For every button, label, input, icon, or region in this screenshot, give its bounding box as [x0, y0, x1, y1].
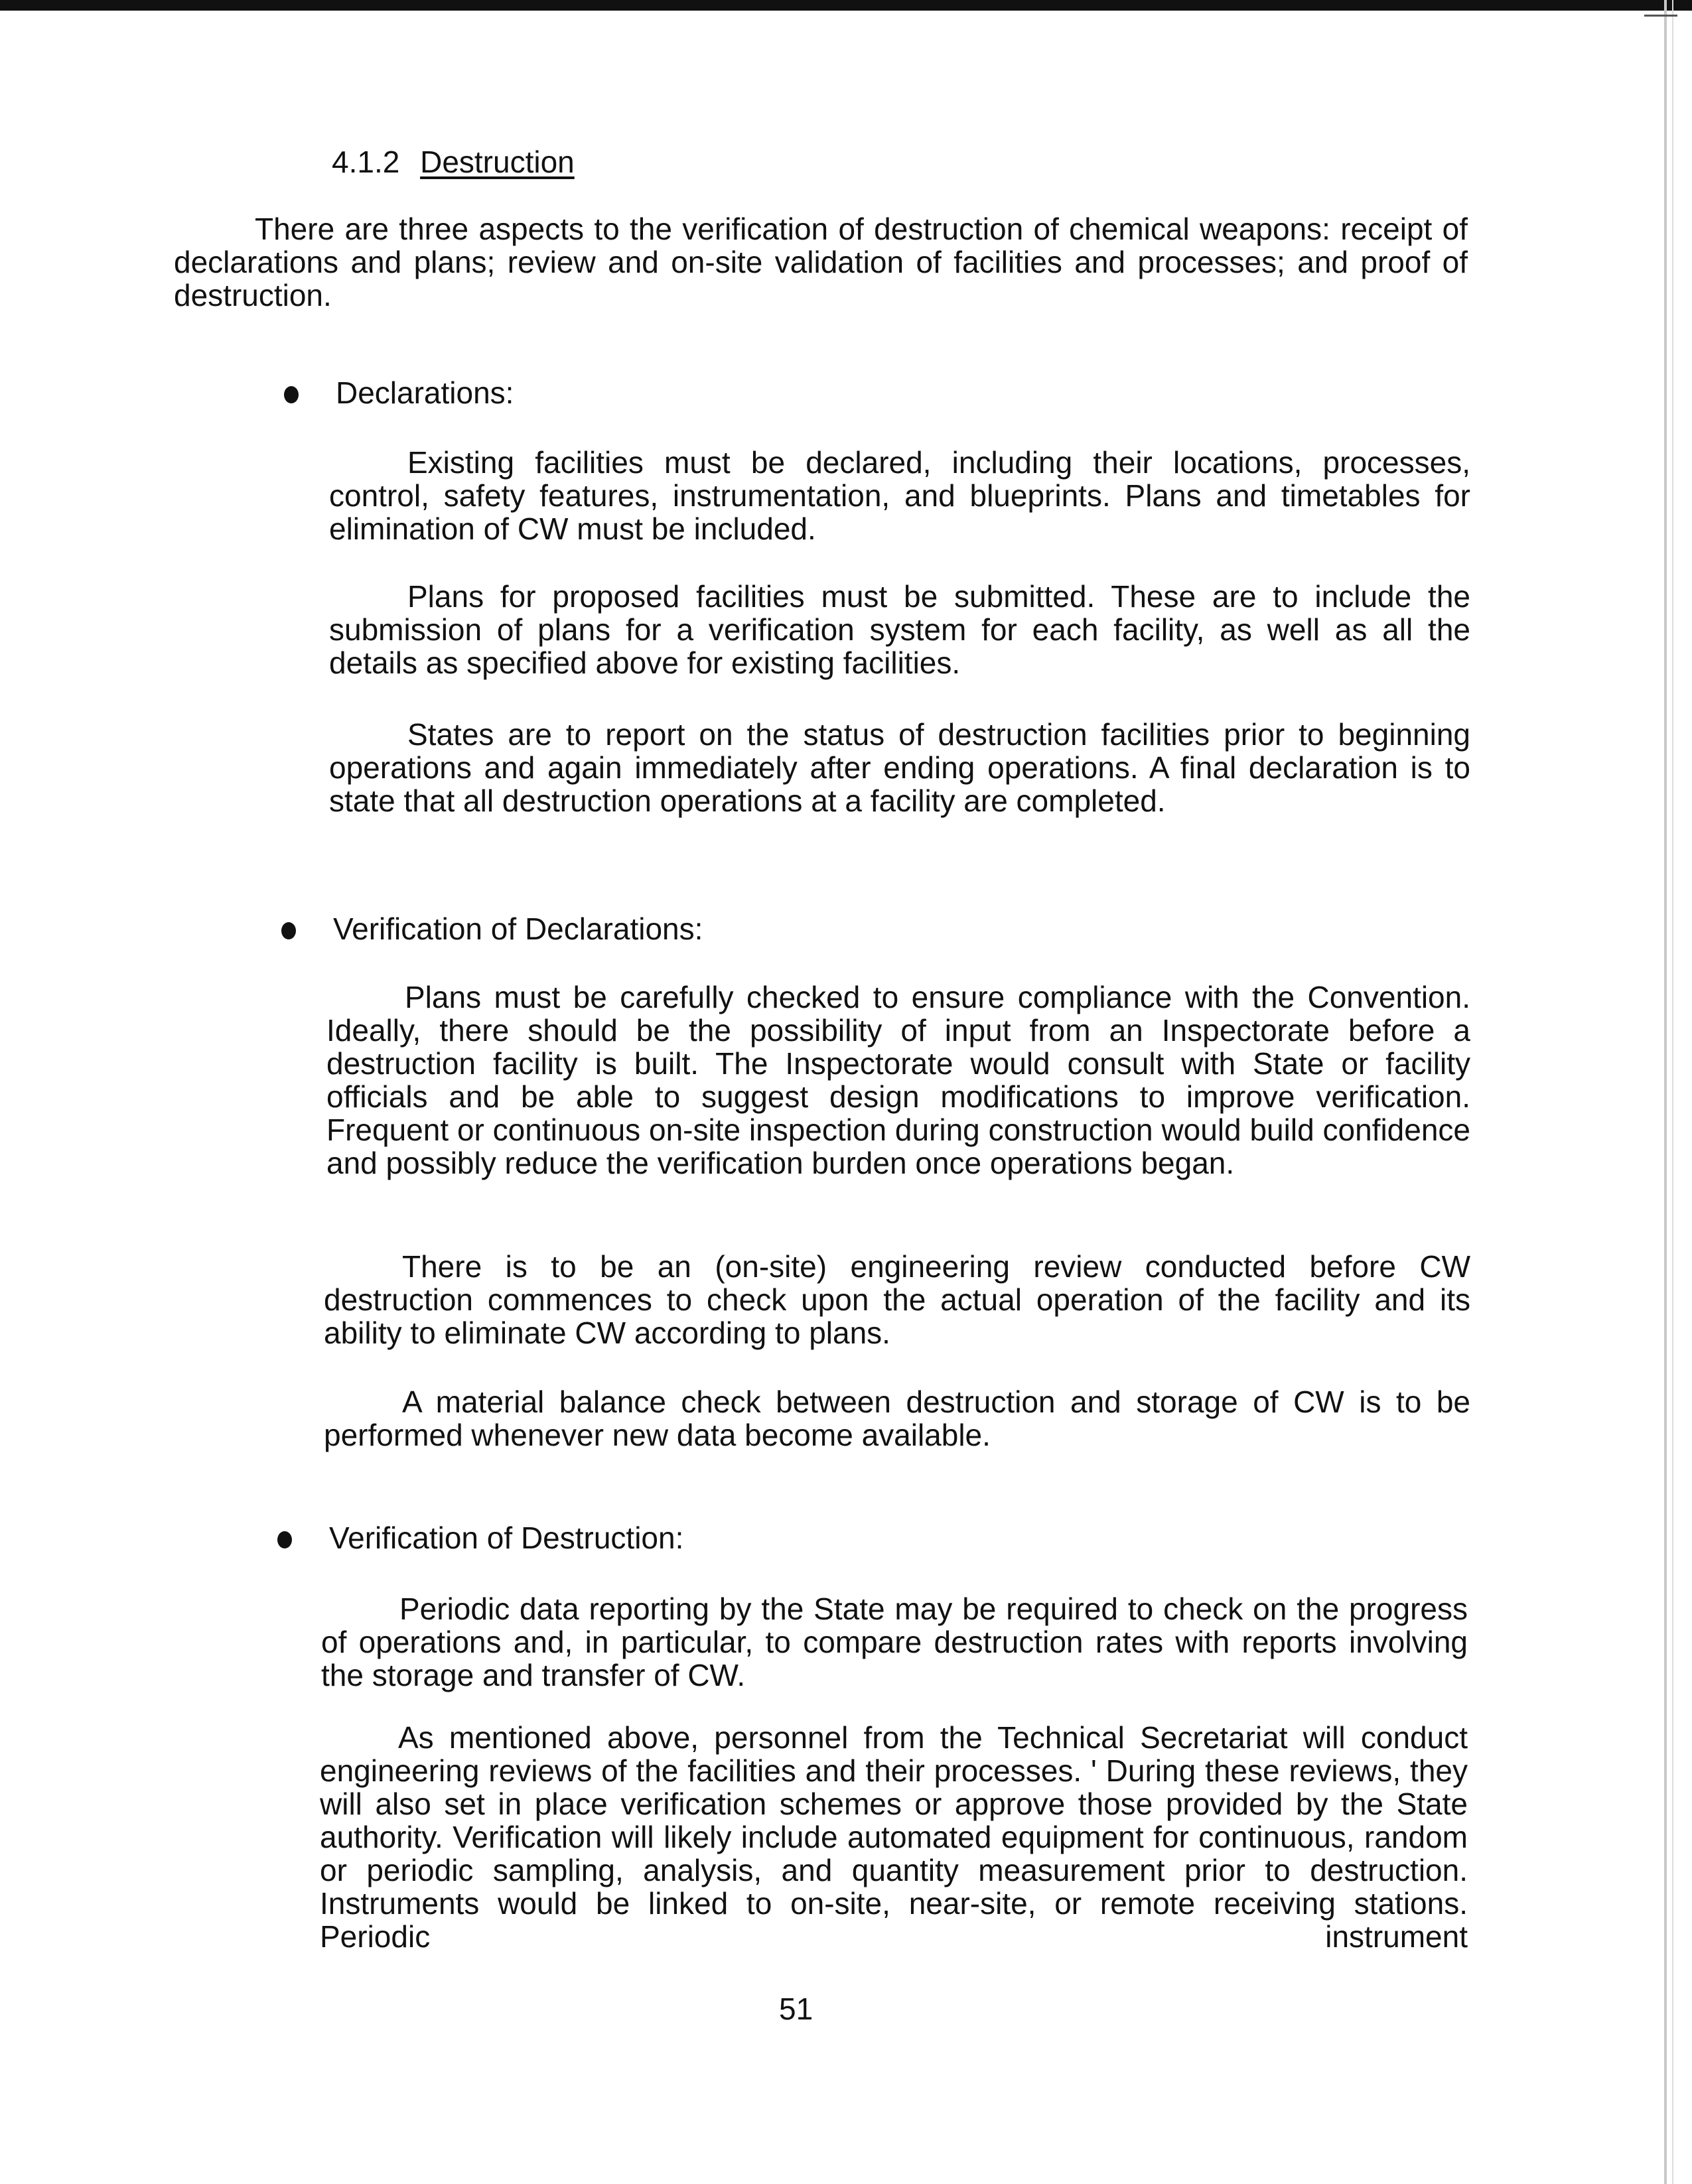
verification-destruction-paragraph-1: Periodic data reporting by the State may be required to check on the progress of operations and, in particular, to compare destruction rates with reports involving the storage and transfer of CW. — [321, 1592, 1468, 1692]
verification-declarations-paragraph-1: Plans must be carefully checked to ensure compliance with the Convention. Ideally, there should be the possibility of input from an Inspectorate before a destruction facility is built. The Inspectorate would consult with State or facility officials and be able to suggest design modifications to improve verification. Frequent or continuous on-site inspection during construction would build confidence and possibly reduce the verification burden once operations began. — [326, 980, 1470, 1180]
bullet-icon — [277, 1531, 292, 1548]
verification-declarations-paragraph-3: A material balance check between destruction and storage of CW is to be performed whenever new data become available. — [324, 1385, 1470, 1452]
bullet-icon — [281, 922, 296, 939]
bullet-label: Verification of Declarations: — [333, 912, 703, 946]
section-title: Destruction — [420, 145, 575, 179]
scan-corner-mark — [1644, 15, 1677, 17]
section-heading — [332, 143, 575, 180]
declarations-paragraph-1: Existing facilities must be declared, including their locations, processes, control, safety features, instrumentation, and blueprints. Plans and timetables for elimination of CW must be included. — [329, 445, 1470, 546]
bullet-icon — [284, 386, 299, 403]
scan-right-border-inner — [1672, 0, 1673, 2184]
declarations-paragraph-2: Plans for proposed facilities must be submitted. These are to include the submission of plans for a verification system for each facility, as well as all the details as specified above for existing facilities. — [329, 579, 1470, 680]
bullet-label: Declarations: — [336, 375, 514, 410]
scan-right-border — [1664, 0, 1667, 2184]
verification-destruction-paragraph-2: As mentioned above, personnel from the Technical Secretariat will conduct engineering reviews of the facilities and their processes. ' During these reviews, they will also set in place verification schemes or approve those provided by the State authority. Verification will likely include automated equipment for continuous, random or periodic sampling, analysis, and quantity measurement prior to destruction. Instruments would be linked to on-site, near-site, or remote receiving stations. Periodic instrument — [320, 1720, 1468, 1954]
declarations-paragraph-3: States are to report on the status of destruction facilities prior to beginning operations and again immediately after ending operations. A final declaration is to state that all destruction operations at a facility are completed. — [329, 717, 1470, 818]
bullet-label: Verification of Destruction: — [329, 1521, 684, 1555]
page-number: 51 — [779, 1992, 813, 2026]
verification-declarations-paragraph-2: There is to be an (on-site) engineering review conducted before CW destruction commences to check upon the actual operation of the facility and its ability to eliminate CW according to plans. — [324, 1249, 1470, 1350]
scan-top-border — [0, 0, 1692, 11]
section-number: 4.1.2 — [332, 145, 400, 179]
intro-paragraph: There are three aspects to the verification of destruction of chemical weapons: receipt of declarations and plans; review and on-site validation of facilities and processes; and proof of destruction. — [174, 212, 1468, 312]
